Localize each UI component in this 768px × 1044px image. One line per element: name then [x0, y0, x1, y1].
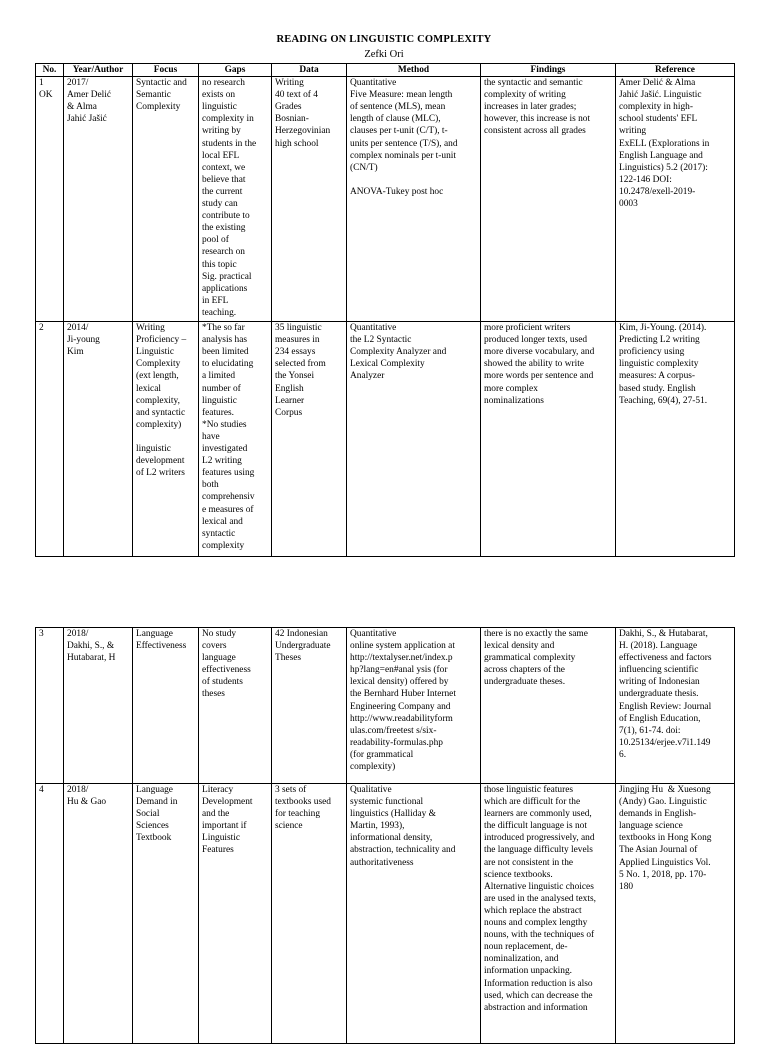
- table-row: [36, 784, 735, 1044]
- cell-focus: Language Effectiveness: [133, 628, 199, 784]
- cell-focus: Syntactic and Semantic Complexity: [133, 77, 199, 322]
- cell-data: 35 linguistic measures in 234 essays selected from the Yonsei English Learner Corpus: [272, 322, 347, 557]
- cell-gaps: Literacy Development and the important if Linguistic Features: [199, 784, 272, 1044]
- cell-no: 1 OK: [36, 77, 64, 322]
- cell-findings: more proficient writers produced longer texts, used more diverse vocabulary, and showed the ability to write more words per sentence and more complex nominalizations: [481, 322, 616, 557]
- header-method: Method: [347, 64, 481, 77]
- cell-data: Writing 40 text of 4 Grades Bosnian- Herzegovinian high school: [272, 77, 347, 322]
- table-row: [36, 77, 735, 322]
- literature-table-continued: [35, 627, 735, 1044]
- header-findings: Findings: [481, 64, 616, 77]
- cell-method: Quantitative the L2 Syntactic Complexity Analyzer and Lexical Complexity Analyzer: [347, 322, 481, 557]
- cell-gaps: No study covers language effectiveness of students theses: [199, 628, 272, 784]
- cell-reference: Amer Delić & Alma Jahić Jašić. Linguistic complexity in high- school students' EFL writing ExELL (Explorations in English Language and Linguistics) 5.2 (2017): 122-146 DOI: 10.2478/exell-2019- 0003: [616, 77, 735, 322]
- cell-year-author: 2014/ Ji-young Kim: [64, 322, 133, 557]
- header-year-author: Year/Author: [64, 64, 133, 77]
- cell-gaps: no research exists on linguistic complexity in writing by students in the local EFL context, we believe that the current study can contribute to the existing pool of research on this topic Sig. practical applications in EFL teaching.: [199, 77, 272, 322]
- cell-reference: Dakhi, S., & Hutabarat, H. (2018). Language effectiveness and factors influencing scientific writing of Indonesian undergraduate thesis. English Review: Journal of English Education, 7(1), 61-74. doi: 10.25134/erjee.v7i1.149 6.: [616, 628, 735, 784]
- document-title: READING ON LINGUISTIC COMPLEXITY: [276, 34, 492, 45]
- header-focus: Focus: [133, 64, 199, 77]
- document-author: Zefki Ori: [364, 49, 404, 60]
- literature-table: [35, 63, 735, 557]
- cell-method: Quantitative online system application at http://textalyser.net/index.p hp?lang=en#anal ysis (for lexical density) offered by the Bernhard Huber Internet Engineering Company and http://www.readabilityform ulas.com/freetest s/six- readability-formulas.php (for grammatical complexity): [347, 628, 481, 784]
- header-reference: Reference: [616, 64, 735, 77]
- cell-no: 2: [36, 322, 64, 557]
- cell-reference: Kim, Ji-Young. (2014). Predicting L2 writing proficiency using linguistic complexity measures: A corpus- based study. English Teaching, 69(4), 27-51.: [616, 322, 735, 557]
- cell-no: 3: [36, 628, 64, 784]
- cell-method: Quantitative Five Measure: mean length of sentence (MLS), mean length of clause (MLC), clauses per t-unit (C/T), t- units per sentence (T/S), and complex nominals per t-unit (CN/T) ANOVA-Tukey post hoc: [347, 77, 481, 322]
- cell-year-author: 2018/ Dakhi, S., & Hutabarat, H: [64, 628, 133, 784]
- cell-focus: Writing Proficiency – Linguistic Complexity (ext length, lexical complexity, and syntactic complexity) linguistic development of L2 writers: [133, 322, 199, 557]
- cell-data: 42 Indonesian Undergraduate Theses: [272, 628, 347, 784]
- cell-reference: Jingjing Hu & Xuesong (Andy) Gao. Linguistic demands in English- language science textbooks in Hong Kong The Asian Journal of Applied Linguistics Vol. 5 No. 1, 2018, pp. 170- 180: [616, 784, 735, 1044]
- cell-method: Qualitative systemic functional linguistics (Halliday & Martin, 1993), informational density, abstraction, technicality and authoritativeness: [347, 784, 481, 1044]
- cell-focus: Language Demand in Social Sciences Textbook: [133, 784, 199, 1044]
- cell-year-author: 2017/ Amer Delić & Alma Jahić Jašić: [64, 77, 133, 322]
- cell-findings: the syntactic and semantic complexity of writing increases in later grades; however, this increase is not consistent across all grades: [481, 77, 616, 322]
- header-gaps: Gaps: [199, 64, 272, 77]
- header-no: No.: [36, 64, 64, 77]
- table-header-row: [36, 64, 735, 77]
- cell-gaps: *The so far analysis has been limited to elucidating a limited number of linguistic features. *No studies have investigated L2 writing features using both comprehensiv e measures of lexical and syntactic complexity: [199, 322, 272, 557]
- cell-no: 4: [36, 784, 64, 1044]
- header-data: Data: [272, 64, 347, 77]
- cell-findings: those linguistic features which are difficult for the learners are commonly used, the difficult language is not introduced progressively, and the language difficulty levels are not consistent in the science textbooks. Alternative linguistic choices are used in the analysed texts, which replace the abstract nouns and complex lengthy nouns, with the techniques of noun replacement, de- nominalization, and information unpacking. Information reduction is also used, which can decrease the abstraction and information: [481, 784, 616, 1044]
- table-row: [36, 628, 735, 784]
- cell-year-author: 2018/ Hu & Gao: [64, 784, 133, 1044]
- table-row: [36, 322, 735, 557]
- cell-data: 3 sets of textbooks used for teaching science: [272, 784, 347, 1044]
- cell-findings: there is no exactly the same lexical density and grammatical complexity across chapters of the undergraduate theses.: [481, 628, 616, 784]
